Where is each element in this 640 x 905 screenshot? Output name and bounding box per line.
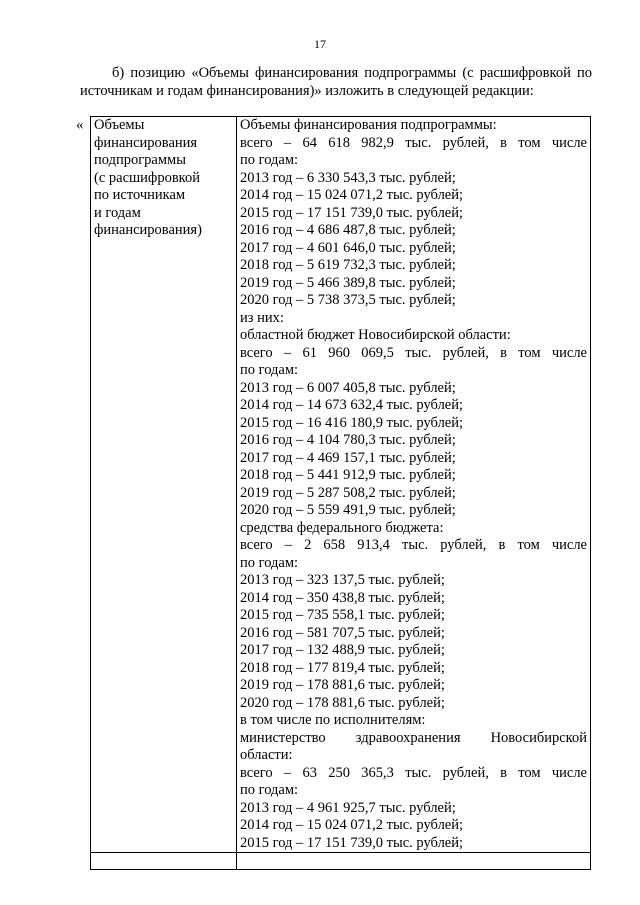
funding-line: по годам:	[240, 782, 299, 798]
parameter-name-line: финансирования	[94, 134, 198, 151]
funding-line: 2018 год – 5 441 912,9 тыс. рублей;	[240, 467, 456, 483]
funding-line: 2019 год – 5 287 508,2 тыс. рублей;	[240, 484, 456, 501]
funding-line: средства федерального бюджета:	[240, 519, 444, 536]
funding-line: 2013 год – 6 007 405,8 тыс. рублей;	[240, 379, 456, 396]
funding-line: 2017 год – 132 488,9 тыс. рублей;	[240, 642, 445, 658]
parameter-name-line: (с расшифровкой	[94, 169, 200, 186]
funding-line: Объемы финансирования подпрограммы:	[240, 117, 497, 133]
funding-line: 2014 год – 15 024 071,2 тыс. рублей;	[240, 187, 464, 203]
intro-paragraph: б) позицию «Объемы финансирования подпрограммы (с расшифровкой по источникам и годам финансирования)» изложить в следующей редакции:	[80, 65, 592, 99]
parameter-name-line: и годам	[94, 204, 141, 221]
parameter-name-cell	[91, 117, 237, 853]
opening-quote: «	[76, 117, 84, 133]
funding-line: по годам:	[240, 362, 299, 378]
funding-line: по годам:	[240, 554, 299, 571]
funding-line: 2017 год – 4 469 157,1 тыс. рублей;	[240, 449, 456, 466]
parameter-value-cell	[237, 117, 591, 853]
funding-line: областной бюджет Новосибирской области:	[240, 327, 511, 343]
funding-line: 2016 год – 4 686 487,8 тыс. рублей;	[240, 222, 456, 238]
funding-line: 2016 год – 4 104 780,3 тыс. рублей;	[240, 432, 456, 448]
funding-line: 2016 год – 581 707,5 тыс. рублей;	[240, 624, 445, 641]
funding-line: 2014 год – 14 673 632,4 тыс. рублей;	[240, 397, 464, 413]
parameter-name-line: по источникам	[94, 187, 186, 203]
funding-line: 2014 год – 350 438,8 тыс. рублей;	[240, 589, 445, 606]
funding-line: 2019 год – 178 881,6 тыс. рублей;	[240, 677, 445, 693]
funding-line: 2013 год – 6 330 543,3 тыс. рублей;	[240, 169, 456, 186]
funding-line: всего – 63 250 365,3 тыс. рублей, в том числе	[240, 764, 587, 781]
funding-line: области:	[240, 747, 293, 763]
funding-line: министерство здравоохранения Новосибирской	[240, 729, 587, 746]
funding-line: 2014 год – 15 024 071,2 тыс. рублей;	[240, 817, 464, 833]
funding-line: 2018 год – 5 619 732,3 тыс. рублей;	[240, 257, 456, 273]
parameter-name-line: Объемы	[94, 117, 145, 133]
parameter-name-line: финансирования)	[94, 222, 202, 238]
table-row	[91, 117, 591, 853]
funding-line: 2013 год – 4 961 925,7 тыс. рублей;	[240, 799, 456, 816]
page-number: 17	[314, 37, 326, 51]
funding-line: по годам:	[240, 152, 299, 168]
funding-line: 2015 год – 735 558,1 тыс. рублей;	[240, 607, 445, 623]
continuation-cell-right	[237, 853, 591, 870]
funding-line: 2020 год – 5 559 491,9 тыс. рублей;	[240, 502, 456, 518]
funding-line: 2015 год – 17 151 739,0 тыс. рублей;	[240, 204, 464, 221]
continuation-cell-left	[91, 853, 237, 870]
funding-line: всего – 2 658 913,4 тыс. рублей, в том числе	[240, 537, 587, 553]
funding-line: 2015 год – 17 151 739,0 тыс. рублей;	[240, 834, 464, 851]
parameter-name-line: подпрограммы	[94, 152, 186, 168]
funding-line: 2018 год – 177 819,4 тыс. рублей;	[240, 659, 445, 676]
funding-line: всего – 61 960 069,5 тыс. рублей, в том числе	[240, 344, 587, 361]
funding-line: 2020 год – 178 881,6 тыс. рублей;	[240, 694, 445, 711]
funding-line: в том числе по исполнителям:	[240, 712, 426, 728]
funding-line: из них:	[240, 309, 284, 326]
funding-line: 2013 год – 323 137,5 тыс. рублей;	[240, 572, 445, 588]
funding-line: 2015 год – 16 416 180,9 тыс. рублей;	[240, 414, 464, 431]
funding-line: 2020 год – 5 738 373,5 тыс. рублей;	[240, 292, 456, 308]
table-row-continuation	[91, 853, 591, 870]
funding-line: 2017 год – 4 601 646,0 тыс. рублей;	[240, 239, 456, 256]
funding-line: 2019 год – 5 466 389,8 тыс. рублей;	[240, 274, 456, 291]
funding-table	[90, 116, 591, 870]
funding-line: всего – 64 618 982,9 тыс. рублей, в том числе	[240, 134, 587, 151]
